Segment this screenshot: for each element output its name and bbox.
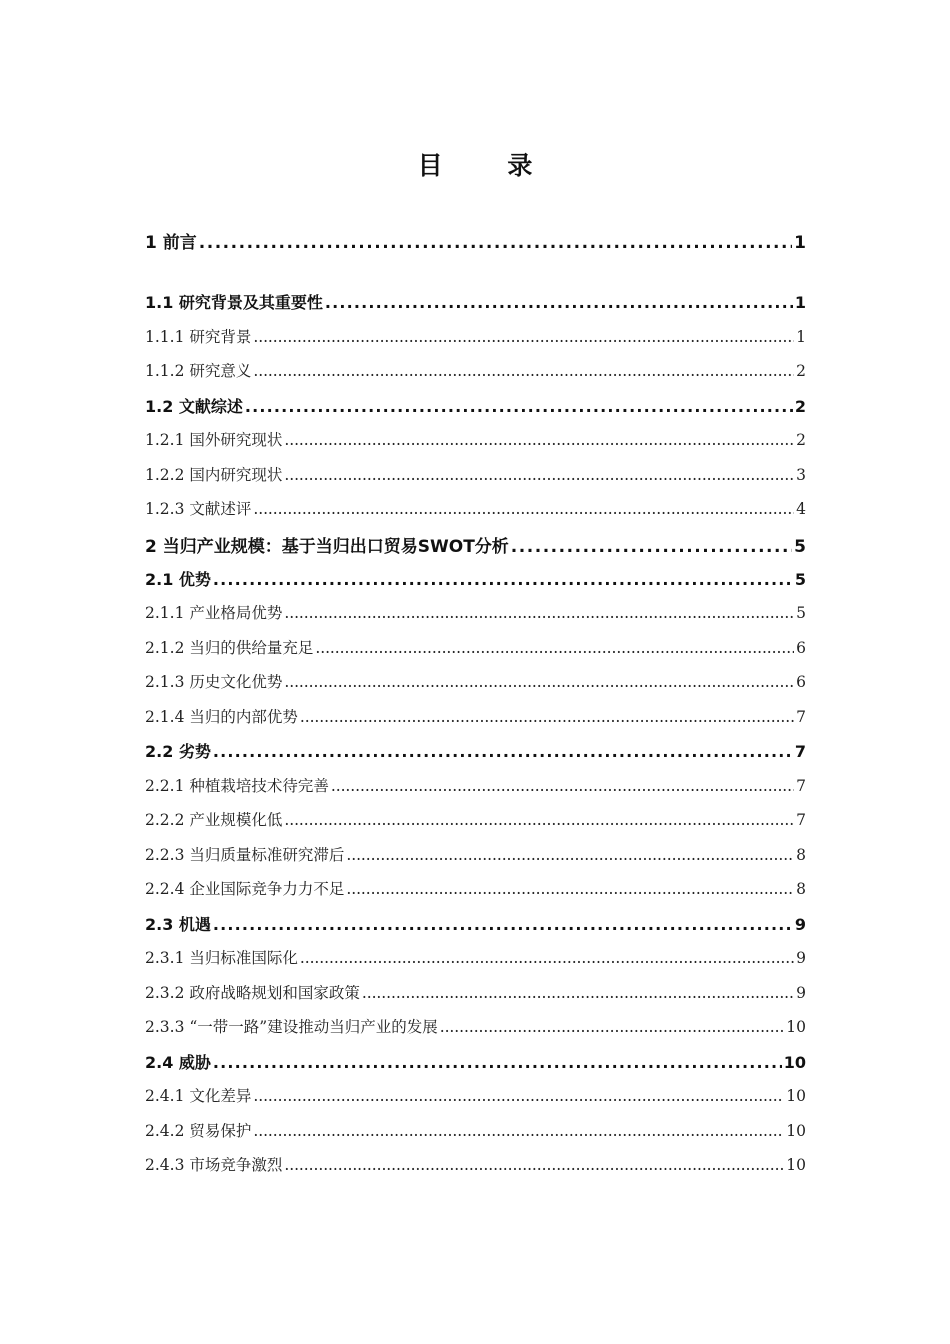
toc-entry-page-number: 1 xyxy=(794,293,806,312)
toc-dot-leader xyxy=(199,233,792,253)
toc-dot-leader xyxy=(284,431,794,449)
toc-entry-page-number: 7 xyxy=(796,777,806,795)
toc-entry-page-number: 8 xyxy=(796,846,806,864)
toc-dot-leader xyxy=(245,397,793,416)
toc-entry-page-number: 3 xyxy=(796,466,806,484)
toc-entry-page-number: 5 xyxy=(794,537,806,557)
toc-entry-page-number: 10 xyxy=(783,1053,806,1072)
toc-dot-leader xyxy=(213,570,793,589)
toc-entry-label: 2.2.2 产业规模化低 xyxy=(145,811,283,829)
toc-entry-page-number: 2 xyxy=(796,362,806,380)
toc-entry-label: 1.2.1 国外研究现状 xyxy=(145,431,283,449)
toc-entry-page-number: 9 xyxy=(796,984,806,1002)
toc-entry-page-number: 8 xyxy=(796,880,806,898)
toc-dot-leader xyxy=(284,673,794,691)
toc-entry-label: 1.2.3 文献述评 xyxy=(145,500,252,518)
toc-entry-page-number: 7 xyxy=(796,811,806,829)
toc-entry-label: 2.3 机遇 xyxy=(145,915,211,934)
toc-entry-page-number: 10 xyxy=(786,1156,806,1174)
toc-entry-label: 1.2 文献综述 xyxy=(145,397,243,416)
toc-entry[interactable] xyxy=(145,1119,806,1141)
toc-dot-leader xyxy=(440,1018,785,1036)
toc-entry[interactable] xyxy=(145,359,806,381)
toc-entry-label: 2.2 劣势 xyxy=(145,742,211,761)
toc-entry-label: 1.1.2 研究意义 xyxy=(145,362,252,380)
toc-entry-label: 2.3.2 政府战略规划和国家政策 xyxy=(145,984,360,1002)
toc-entry[interactable] xyxy=(145,567,806,590)
toc-entry[interactable] xyxy=(145,774,806,796)
toc-dot-leader xyxy=(253,362,794,380)
toc-entry-page-number: 10 xyxy=(786,1122,806,1140)
toc-dot-leader xyxy=(253,1087,784,1105)
toc-entry[interactable] xyxy=(145,325,806,347)
toc-dot-leader xyxy=(253,500,794,518)
toc-dot-leader xyxy=(346,880,794,898)
toc-entry[interactable] xyxy=(145,1015,806,1037)
toc-entry-page-number: 10 xyxy=(786,1018,806,1036)
toc-entry-label: 2.1.1 产业格局优势 xyxy=(145,604,283,622)
toc-entry-label: 2.2.4 企业国际竞争力力不足 xyxy=(145,880,345,898)
toc-entry[interactable] xyxy=(145,739,806,762)
toc-dot-leader xyxy=(300,949,794,967)
toc-entry[interactable] xyxy=(145,532,806,557)
toc-entry-label: 2.4.1 文化差异 xyxy=(145,1087,252,1105)
toc-dot-leader xyxy=(213,1053,782,1072)
toc-entry-page-number: 6 xyxy=(796,673,806,691)
toc-entry[interactable] xyxy=(145,601,806,623)
toc-entry[interactable] xyxy=(145,394,806,417)
toc-entry-label: 2.4 威胁 xyxy=(145,1053,211,1072)
toc-entry[interactable] xyxy=(145,636,806,658)
toc-entry-page-number: 5 xyxy=(796,604,806,622)
toc-entry[interactable] xyxy=(145,981,806,1003)
toc-entry-label: 2.2.1 种植栽培技术待完善 xyxy=(145,777,329,795)
toc-entry-page-number: 7 xyxy=(794,742,806,761)
toc-entry-label: 2.1.3 历史文化优势 xyxy=(145,673,283,691)
toc-dot-leader xyxy=(511,537,792,557)
toc-entry-page-number: 9 xyxy=(796,949,806,967)
toc-entry-page-number: 2 xyxy=(796,431,806,449)
toc-entry[interactable] xyxy=(145,1153,806,1175)
toc-entry-page-number: 4 xyxy=(796,500,806,518)
toc-entry-page-number: 9 xyxy=(794,915,806,934)
toc-entry[interactable] xyxy=(145,843,806,865)
toc-entry[interactable] xyxy=(145,912,806,935)
toc-entry-label: 2.2.3 当归质量标准研究滞后 xyxy=(145,846,345,864)
toc-dot-leader xyxy=(284,466,794,484)
toc-dot-leader xyxy=(253,1122,784,1140)
toc-dot-leader xyxy=(315,639,794,657)
toc-entry-page-number: 1 xyxy=(796,328,806,346)
toc-entry[interactable] xyxy=(145,463,806,485)
toc-entry[interactable] xyxy=(145,1084,806,1106)
toc-entry[interactable] xyxy=(145,497,806,519)
toc-dot-leader xyxy=(362,984,794,1002)
toc-entry-page-number: 6 xyxy=(796,639,806,657)
toc-entry-page-number: 1 xyxy=(794,233,806,253)
toc-entry[interactable] xyxy=(145,428,806,450)
toc-dot-leader xyxy=(325,293,793,312)
toc-entry[interactable] xyxy=(145,705,806,727)
toc-entry[interactable] xyxy=(145,1050,806,1073)
toc-entry-label: 1.2.2 国内研究现状 xyxy=(145,466,283,484)
toc-entry[interactable] xyxy=(145,877,806,899)
toc-dot-leader xyxy=(284,604,794,622)
toc-entry-label: 2.3.1 当归标准国际化 xyxy=(145,949,298,967)
toc-dot-leader xyxy=(284,811,794,829)
toc-dot-leader xyxy=(300,708,794,726)
toc-entry[interactable] xyxy=(145,808,806,830)
toc-entry-label: 2.1.2 当归的供给量充足 xyxy=(145,639,314,657)
toc-dot-leader xyxy=(331,777,794,795)
toc-entry-label: 2.3.3 “一带一路”建设推动当归产业的发展 xyxy=(145,1018,438,1036)
page-title: 目 录 xyxy=(417,151,561,180)
toc-dot-leader xyxy=(213,915,793,934)
toc-entry[interactable] xyxy=(145,946,806,968)
toc-entry-label: 2 当归产业规模：基于当归出口贸易SWOT分析 xyxy=(145,537,509,557)
toc-entry-label: 2.4.2 贸易保护 xyxy=(145,1122,252,1140)
toc-entry-label: 1.1 研究背景及其重要性 xyxy=(145,293,323,312)
toc-dot-leader xyxy=(284,1156,784,1174)
toc-entry-label: 2.1 优势 xyxy=(145,570,211,589)
toc-dot-leader xyxy=(253,328,794,346)
toc-entry-page-number: 10 xyxy=(786,1087,806,1105)
toc-entry[interactable] xyxy=(145,670,806,692)
toc-entry-label: 1.1.1 研究背景 xyxy=(145,328,252,346)
toc-entry-label: 2.4.3 市场竞争激烈 xyxy=(145,1156,283,1174)
toc-entry-page-number: 2 xyxy=(794,397,806,416)
toc-entry-page-number: 5 xyxy=(794,570,806,589)
toc-entry-label: 2.1.4 当归的内部优势 xyxy=(145,708,298,726)
toc-entry[interactable] xyxy=(145,290,806,313)
toc-entry[interactable] xyxy=(145,228,806,253)
toc-dot-leader xyxy=(213,742,793,761)
toc-entry-page-number: 7 xyxy=(796,708,806,726)
toc-entry-label: 1 前言 xyxy=(145,233,197,253)
toc-dot-leader xyxy=(346,846,794,864)
